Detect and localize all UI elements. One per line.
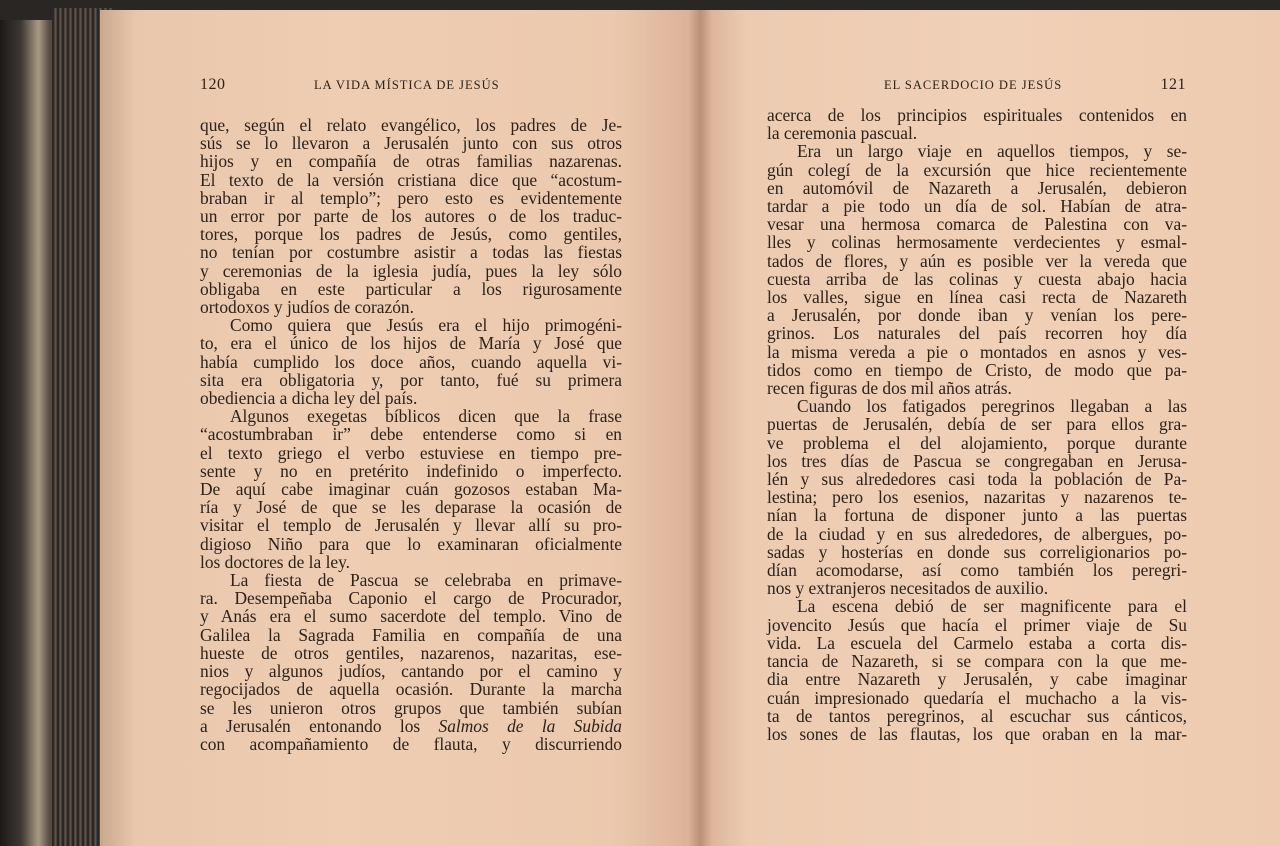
text-line: lestina; pero los esenios, nazaritas y nazarenos te- <box>767 487 1187 508</box>
text-line: La escena debió de ser magnificente para el <box>797 596 1187 617</box>
text-line: De aquí cabe imaginar cuán gozosos estaban Ma- <box>200 479 622 500</box>
text-line: La fiesta de Pascua se celebraba en primave- <box>230 570 622 591</box>
text-line: ortodoxos y judíos de corazón. <box>200 297 414 318</box>
text-line: la ceremonia pascual. <box>767 123 918 144</box>
text-line: regocijados de aquella ocasión. Durante la marcha <box>200 679 622 700</box>
text-fragment: a Jerusalén entonando los <box>200 715 421 736</box>
right-page-text <box>767 106 1187 743</box>
text-line: lén y sus alrededores casi toda la población de Pa- <box>767 469 1187 490</box>
text-line: El texto de la versión cristiana dice que “acostum- <box>200 169 622 190</box>
text-line: vesar una hermosa comarca de Palestina con va- <box>767 214 1187 235</box>
text-line: obediencia a dicha ley del país. <box>200 388 418 409</box>
book-gutter <box>688 10 712 846</box>
text-line: nios y algunos judíos, cantando por el camino y <box>200 661 622 682</box>
text-line: tancia de Nazareth, si se compara con la que me- <box>767 651 1187 672</box>
text-line: gún colegí de la excursión que hice recientemente <box>767 159 1187 180</box>
right-running-title: EL SACERDOCIO DE JESÚS <box>884 78 1063 92</box>
text-line: Galilea la Sagrada Familia en compañía de una <box>200 624 622 645</box>
text-line: con acompañamiento de flauta, y discurriendo <box>200 733 622 754</box>
text-line: lles y colinas hermosamente verdecientes y esmal- <box>767 232 1187 253</box>
text-line: tardar a pie todo un día de sol. Habían de atra- <box>767 196 1187 217</box>
text-line: y Anás era el sumo sacerdote del templo. Vino de <box>200 606 622 627</box>
left-running-title: LA VIDA MÍSTICA DE JESÚS <box>314 78 500 92</box>
text-line: sús se lo llevaron a Jerusalén junto con sus otros <box>200 133 622 154</box>
text-line: que, según el relato evangélico, los padres de Je- <box>200 115 622 135</box>
text-line: ta de tantos peregrinos, al escuchar sus cánticos, <box>767 705 1187 726</box>
text-line: de la ciudad y en sus alrededores, de albergues, po- <box>767 523 1187 544</box>
text-line: la misma vereda a pie o montados en asnos y ves- <box>767 341 1187 362</box>
text-line: braban ir al templo”; pero esto es evidentemente <box>200 187 622 208</box>
text-line: “acostumbraban ir” debe entenderse como si en <box>200 424 622 445</box>
text-line: sadas y hosterías en donde sus correligionarios po- <box>767 541 1187 562</box>
text-line: en automóvil de Nazareth a Jerusalén, debieron <box>767 177 1187 198</box>
text-line: ve problema el del alojamiento, porque durante <box>767 432 1187 453</box>
left-page-number: 120 <box>200 76 226 93</box>
text-line: nos y extranjeros necesitados de auxilio. <box>767 578 1049 599</box>
text-line: ría y José de que se les deparase la ocasión de <box>200 497 622 518</box>
right-page-number: 121 <box>1160 76 1186 93</box>
text-line: a Jerusalén, por donde iban y venían los pere- <box>767 305 1187 326</box>
text-line: ra. Desempeñaba Caponio el cargo de Procurador, <box>200 588 622 609</box>
right-page-header <box>770 76 1186 96</box>
text-line: y ceremonias de la iglesia judía, pues la ley sólo <box>200 260 622 281</box>
text-line: los tres días de Pascua se congregaban en Jerusa- <box>767 450 1187 471</box>
text-line: hijos y en compañía de otras familias nazarenas. <box>200 151 622 172</box>
text-line: digioso Niño para que lo examinaran oficialmente <box>200 533 622 554</box>
text-line: vida. La escuela del Carmelo estaba a corta dis- <box>767 632 1187 653</box>
text-line: nían la fortuna de disponer junto a las puertas <box>767 505 1187 526</box>
text-line: to, era el único de los hijos de María y José que <box>200 333 622 354</box>
text-line: Cuando los fatigados peregrinos llegaban a las <box>797 396 1187 417</box>
text-line: jovencito Jesús que hacía el primer viaje de Su <box>767 614 1187 635</box>
text-line: tidos como en tiempo de Cristo, de modo que pa- <box>767 359 1187 380</box>
text-line-with-italic <box>200 717 622 735</box>
text-line: tados de flores, y aún es posible ver la vereda que <box>767 250 1187 271</box>
text-line: Como quiera que Jesús era el hijo primogéni- <box>230 315 622 336</box>
text-line: sita era obligatoria y, por tanto, fué su primera <box>200 369 622 390</box>
text-line: obligaba en este particular a los rigurosamente <box>200 278 622 299</box>
left-page-text <box>200 116 622 753</box>
text-line: acerca de los principios espirituales contenidos en <box>767 105 1187 125</box>
text-line: no tenían por costumbre asistir a todas las fiestas <box>200 242 622 263</box>
text-line: los valles, sigue en línea casi recta de Nazareth <box>767 287 1187 308</box>
text-line: hueste de otros gentiles, nazarenos, nazaritas, ese- <box>200 642 622 663</box>
text-line: visitar el templo de Jerusalén y llevar allí su pro- <box>200 515 622 536</box>
text-line: dia entre Nazareth y Jerusalén, y cabe imaginar <box>767 669 1187 690</box>
text-line: dían acomodarse, así como también los peregri- <box>767 560 1187 581</box>
text-line: grinos. Los naturales del país recorren hoy día <box>767 323 1187 344</box>
text-line: Algunos exegetas bíblicos dicen que la frase <box>230 406 622 427</box>
text-line: tores, porque los padres de Jesús, como gentiles, <box>200 224 622 245</box>
italic-psalm-title: Salmos de la Subida <box>438 715 622 736</box>
text-line: el texto griego el verbo estuviese en tiempo pre- <box>200 442 622 463</box>
text-line: cuesta arriba de las colinas y cuesta abajo hacia <box>767 268 1187 289</box>
text-line: los sones de las flautas, los que oraban en la mar- <box>767 723 1187 744</box>
text-line: había cumplido los doce años, cuando aquella vi- <box>200 351 622 372</box>
text-line: puertas de Jerusalén, debía de ser para ellos gra- <box>767 414 1187 435</box>
text-line: recen figuras de dos mil años atrás. <box>767 378 1012 399</box>
text-line: Era un largo viaje en aquellos tiempos, y se- <box>797 141 1187 162</box>
text-line: un error por parte de los autores o de los traduc- <box>200 206 622 227</box>
text-line: los doctores de la ley. <box>200 551 351 572</box>
text-line: cuán impresionado quedaría el muchacho a la vis- <box>767 687 1187 708</box>
text-line: se les unieron otros grupos que también subían <box>200 697 622 718</box>
text-line: sente y no en pretérito indefinido o imperfecto. <box>200 460 622 481</box>
left-page-header <box>200 76 620 96</box>
